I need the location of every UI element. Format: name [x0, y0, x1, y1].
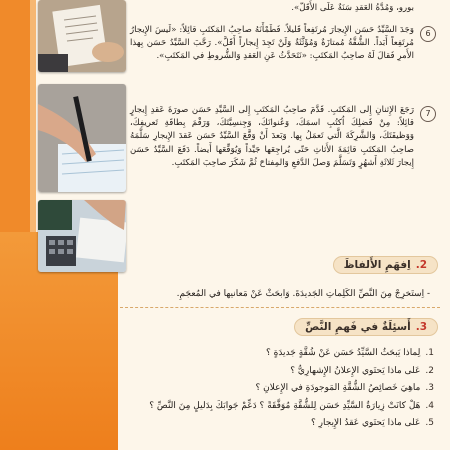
question-number: 3.	[425, 383, 434, 393]
question-number: 2.	[425, 365, 434, 376]
section-2-number: 2.	[415, 259, 427, 271]
photo-calculator-paperwork	[38, 200, 126, 272]
question-4	[120, 398, 434, 416]
section-divider	[120, 307, 440, 308]
question-3	[120, 380, 434, 398]
section-2-title: اِفهَمِ الأَلفاظَ	[343, 259, 411, 271]
photo-signing-document	[38, 0, 126, 72]
section-2-heading	[333, 254, 438, 276]
question-2	[120, 363, 434, 381]
question-text: ماهِيَ خَصائِصُ الشُّقَّةِ المَوجودَةِ في الإِعلانِ ؟	[255, 383, 421, 393]
question-number: 5.	[425, 418, 434, 428]
section-3-title: أَسئِلَةٌ في فَهمِ النَّصِّ	[305, 321, 411, 333]
section-2-instruction: - اِستَخرِجْ مِنَ النَّصِّ الكَلِماتِ الجَديدَةَ. وَابحَثْ عَنْ مَعانيها في المُعجَمِ.	[176, 289, 430, 299]
paragraph-7: رَجَعَ الإِثنانِ إِلى المَكتَبِ. قَدَّمَ صاحِبُ المَكتَبِ إِلى السَّيِّدِ حَسَن صورَةَ عَقدِ إِيجارٍ قائِلاً: مِنْ فَضلِكَ اُكتُبِ اسمَكَ، وَعُنوانَكَ، وَجِنسِيَّتَكَ، وَرَقْمَ بِطاقَةِ تَعريفِكَ، وَوَظيفَتَكَ، وَالشَّرِكَةَ الَّتي تَعمَلُ بِها. وَبَعدَ أَنْ وَقَّعَ السَّيِّدُ حَسَن عَقدَ الإِيجارِ سَلَّمَهُ صاحِبُ المَكتَبِ قائِمَةَ الأَثاثِ حَتّى يُراجِعَها جَيِّداً وَيُوَقِّعَها أَيضاً. دَفَعَ السَّيِّدُ حَسَن إِيجارَ ثَلاثَةِ أَشهُرٍ وَتَسَلَّمَ وَصلَ الدَّفعِ وَالمِفتاحَ ثُمَّ شَكَرَ صاحِبَ المَكتَبِ.	[130, 105, 414, 168]
question-text: عَلى ماذا يَحتَوي عَقدُ الإِيجارِ ؟	[310, 418, 421, 428]
question-text: عَلى ماذا يَحتَوي الإِعلانُ الإِشهارِيُّ ؟	[290, 365, 421, 376]
section-3-number: 3.	[415, 321, 427, 333]
section-2-pill	[333, 256, 438, 274]
question-number: 4.	[425, 400, 434, 411]
paragraph-5-tail: بورو، وَمُدَّةُ العَقدِ سَنَةٌ عَلَى الأَقَلّ».	[291, 3, 414, 13]
photo-hand-with-pen	[38, 84, 126, 192]
paragraph-number-6: 6	[420, 26, 436, 42]
questions-list	[120, 345, 434, 433]
paragraph-6: وَجَدَ السَّيِّدُ حَسَن الإِيجارَ مُرتَفِعاً قَليلاً. فَطَمْأَنَهُ صاحِبُ المَكتَبِ قائِلاً: «لَيسَ الإِيجارُ مُرتَفِعاً أَبَداً. الشُّقَّةُ مُمتازَةٌ وَمُؤَثَّثَةٌ وَلَنْ تَجِدَ إِيجاراً أَقَلَّ». رَحَّبَ السَّيِّدُ حَسَن بِهذا الأَمرِ فَقالَ لَهُ صاحِبُ المَكتَبِ: «نَتَحَدَّثُ عَنِ العَقدِ وَالشُّروطِ في المَكتَبِ».	[130, 25, 414, 62]
question-5	[120, 415, 434, 433]
section-3-heading	[294, 316, 438, 338]
question-text: لِماذا يَبحَثُ السَّيِّدُ حَسَن عَنْ شُقَّةٍ جَديدَةٍ ؟	[265, 348, 421, 358]
question-1	[120, 345, 434, 363]
section-3-pill	[294, 318, 438, 336]
paragraph-number-7: 7	[420, 106, 436, 122]
question-number: 1.	[425, 348, 434, 358]
question-text: هَلْ كانَتْ زِيارَةُ السَّيِّدِ حَسَن لِلشُّقَّةِ مُوَفَّقَةً ؟ دَعِّمْ جَوابَكَ بِدَليلٍ مِنَ النَّصِّ ؟	[149, 400, 421, 411]
